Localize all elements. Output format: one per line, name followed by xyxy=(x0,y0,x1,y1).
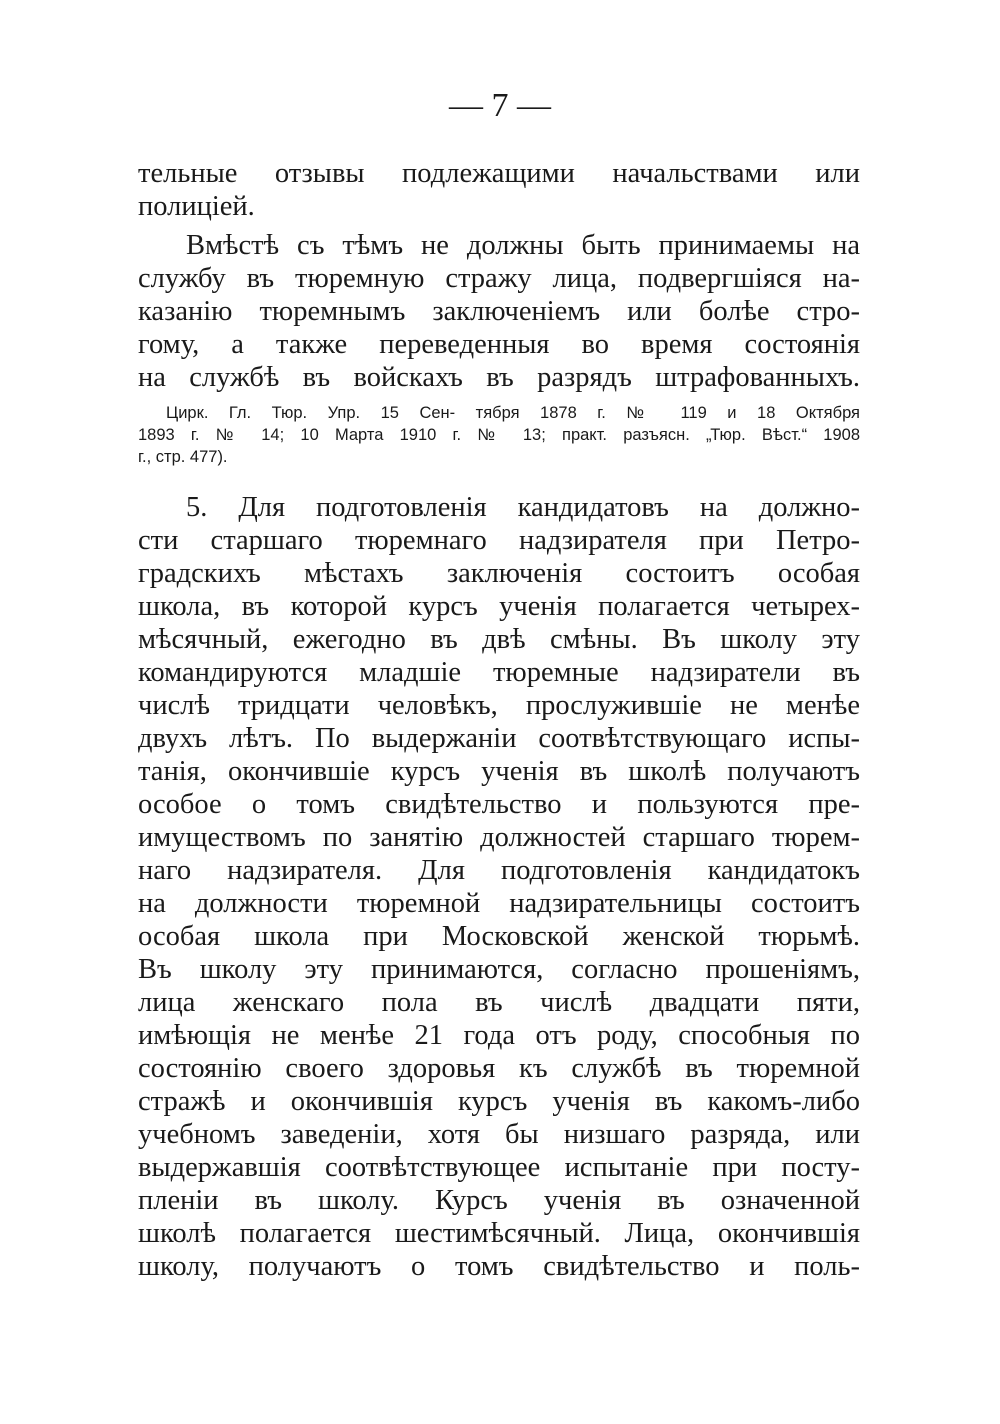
text-line: полиціей. xyxy=(138,191,255,222)
text-line: лица женскаго пола въ числѣ двадцати пяти, xyxy=(138,987,860,1018)
text-line: мѣсячный, ежегодно въ двѣ смѣны. Въ школу эту xyxy=(138,624,860,655)
text-line: выдержавшія соотвѣтствующее испытаніе при посту- xyxy=(138,1152,860,1183)
text-line: гому, а также переведенныя во время состоянія xyxy=(138,329,860,360)
text-line: тельные отзывы подлежащими начальствами или xyxy=(138,158,860,189)
text-line: двухъ лѣтъ. По выдержаніи соотвѣтствующаго испы- xyxy=(138,723,860,754)
text-line: сти старшаго тюремнаго надзирателя при Петро- xyxy=(138,525,860,556)
footnote-line: г., стр. 477). xyxy=(138,448,228,466)
text-line: Вмѣстѣ съ тѣмъ не должны быть принимаемы на xyxy=(186,230,860,261)
text-line: на должности тюремной надзирательницы состоитъ xyxy=(138,888,860,919)
text-line: 5. Для подготовленія кандидатовъ на должно- xyxy=(186,492,860,523)
text-line: Въ школу эту принимаются, согласно прошеніямъ, xyxy=(138,954,860,985)
text-line: танія, окончившіе курсъ ученія въ школѣ получаютъ xyxy=(138,756,860,787)
text-line: особая школа при Московской женской тюрьмѣ. xyxy=(138,921,860,952)
text-line: числѣ тридцати человѣкъ, прослужившіе не менѣе xyxy=(138,690,860,721)
text-line: учебномъ заведеніи, хотя бы низшаго разряда, или xyxy=(138,1119,860,1150)
footnote-line: Цирк. Гл. Тюр. Упр. 15 Сен- тября 1878 г. № 119 и 18 Октября xyxy=(166,404,860,422)
text-line: службу въ тюремную стражу лица, подвергшіяся на- xyxy=(138,263,860,294)
text-line: состоянію своего здоровья къ службѣ въ тюремной xyxy=(138,1053,860,1084)
text-line: имуществомъ по занятію должностей старшаго тюрем- xyxy=(138,822,860,853)
paragraph-continued xyxy=(138,157,860,223)
text-line: казанію тюремнымъ заключеніемъ или болѣе стро- xyxy=(138,296,860,327)
text-line: командируются младшіе тюремные надзиратели въ xyxy=(138,657,860,688)
text-line: стражѣ и окончившія курсъ ученія въ какомъ-либо xyxy=(138,1086,860,1117)
text-line: градскихъ мѣстахъ заключенія состоитъ особая xyxy=(138,558,860,589)
text-line: наго надзирателя. Для подготовленія кандидатокъ xyxy=(138,855,860,886)
text-line: школу, получаютъ о томъ свидѣтельство и поль- xyxy=(138,1251,860,1282)
footnote-citation xyxy=(138,402,860,468)
text-line: на службѣ въ войскахъ въ разрядъ штрафованныхъ. xyxy=(138,362,860,393)
page-number: — 7 — xyxy=(449,87,551,124)
text-line: особое о томъ свидѣтельство и пользуются пре- xyxy=(138,789,860,820)
text-line: имѣющія не менѣе 21 года отъ роду, способныя по xyxy=(138,1020,860,1051)
paragraph-section-5 xyxy=(138,491,860,1283)
paragraph-restrictions xyxy=(138,229,860,394)
text-line: пленіи въ школу. Курсъ ученія въ означенной xyxy=(138,1185,860,1216)
text-line: школѣ полагается шестимѣсячный. Лица, окончившія xyxy=(138,1218,860,1249)
text-line: школа, въ которой курсъ ученія полагается четырех- xyxy=(138,591,860,622)
footnote-line: 1893 г. № 14; 10 Марта 1910 г. № 13; практ. разъясн. „Тюр. Вѣст.“ 1908 xyxy=(138,426,860,444)
